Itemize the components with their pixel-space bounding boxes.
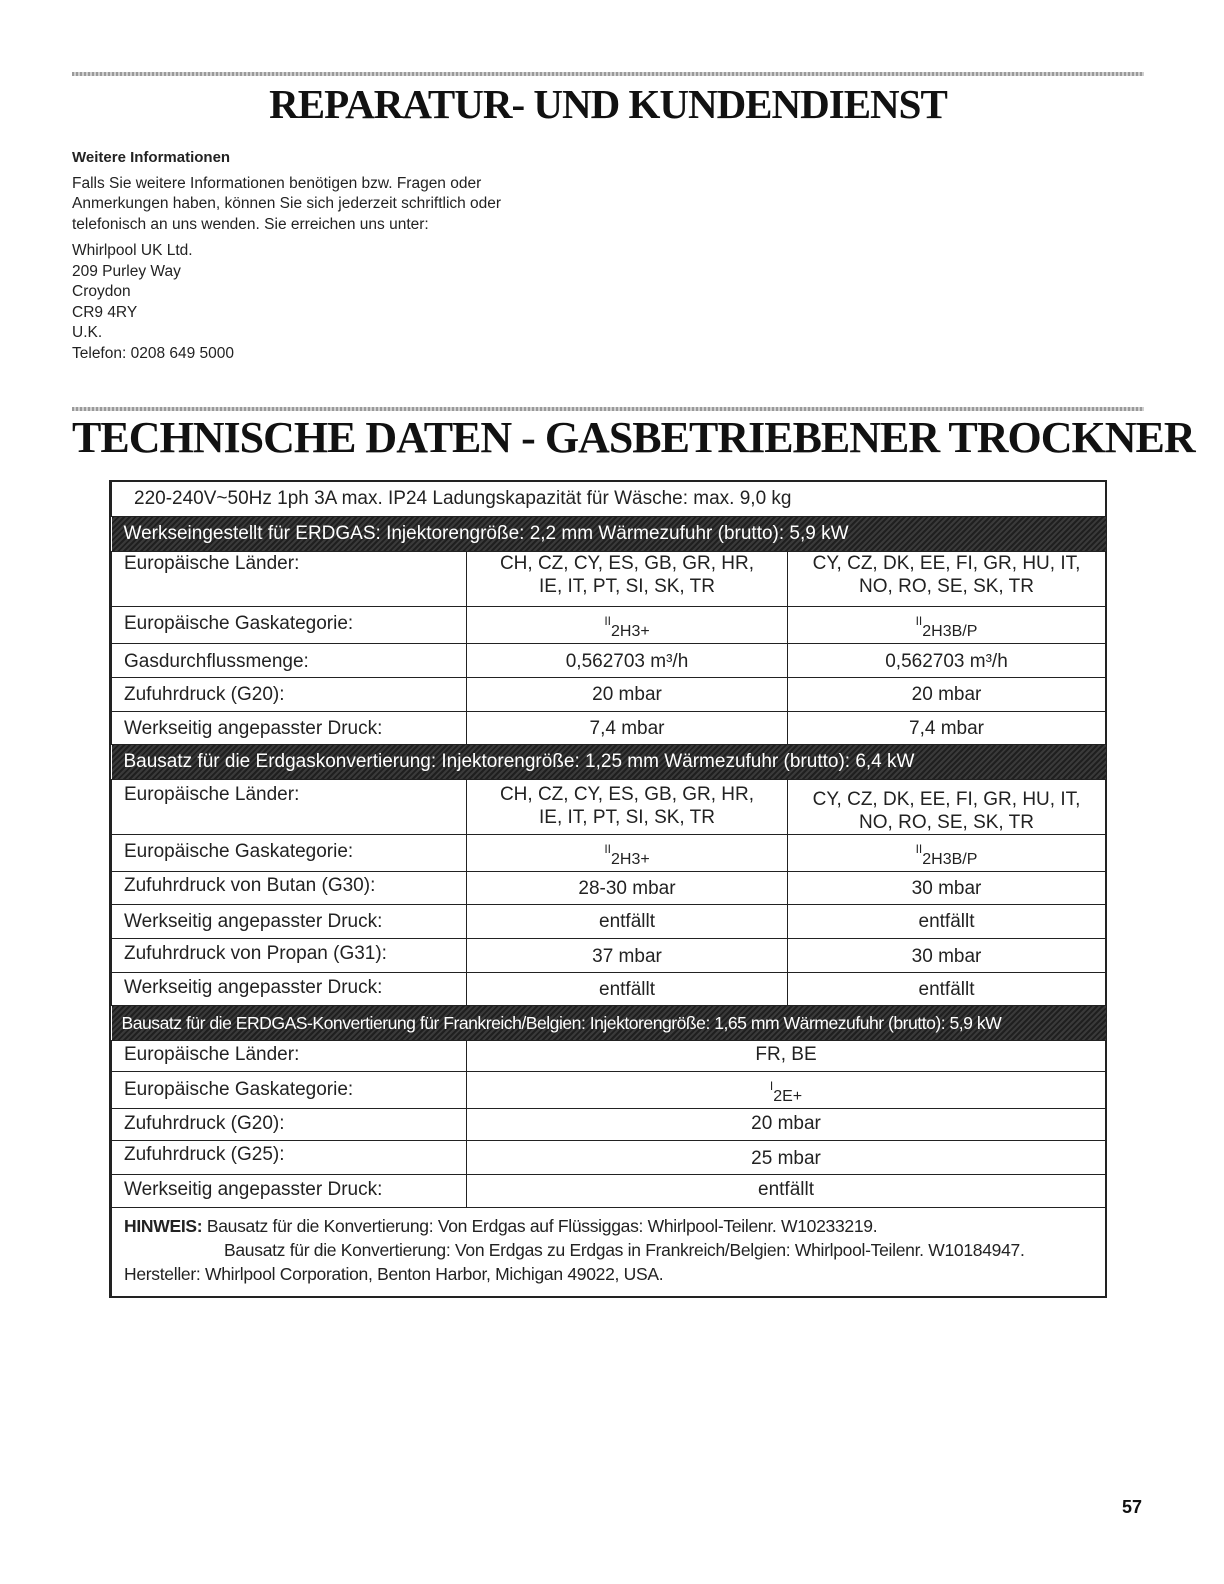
row-label: Werkseitig angepasster Druck:: [112, 904, 467, 938]
note-label: HINWEIS:: [124, 1215, 203, 1236]
propane-b: 30 mbar: [788, 938, 1106, 972]
note-block: [112, 1207, 1106, 1296]
row-label: Werkseitig angepasster Druck:: [112, 711, 467, 744]
row-label: Zufuhrdruck (G20):: [112, 677, 467, 711]
countries-b: CY, CZ, DK, EE, FI, GR, HU, IT, NO, RO, SE, SK, TR: [788, 779, 1106, 834]
section-title-specs: TECHNISCHE DATEN - GASBETRIEBENER TROCKNER: [72, 413, 1195, 462]
band-conversion-kit: Bausatz für die Erdgaskonvertierung: Injektorengröße: 1,25 mm Wärmezufuhr (brutto): 6,4 kW: [112, 744, 1106, 779]
gas-category-fr-be: $^I_{2E+}$: [467, 1071, 1106, 1108]
adjusted2-b: entfällt: [788, 972, 1106, 1005]
row-label: Werkseitig angepasster Druck:: [112, 1174, 467, 1207]
g25-fr-be: 25 mbar: [467, 1140, 1106, 1174]
row-label: Gasdurchflussmenge:: [112, 643, 467, 677]
g20-fr-be: 20 mbar: [467, 1108, 1106, 1140]
address-line: U.K.: [72, 324, 103, 341]
row-label: Europäische Länder:: [112, 779, 467, 834]
flow-b: 0,562703 m³/h: [788, 643, 1106, 677]
address: [72, 241, 632, 364]
row-label: Zufuhrdruck von Propan (G31):: [112, 938, 467, 972]
manufacturer-line: Hersteller: Whirlpool Corporation, Benton Harbor, Michigan 49022, USA.: [124, 1263, 664, 1284]
gas-category-b: $^{II}_{2H3B/P}$: [788, 834, 1106, 871]
countries-a: CH, CZ, CY, ES, GB, GR, HR, IE, IT, PT, SI, SK, TR: [467, 551, 788, 606]
info-paragraph: [72, 174, 632, 236]
pressure-b: 20 mbar: [788, 677, 1106, 711]
electrical-spec: 220-240V~50Hz 1ph 3A max. IP24 Ladungskapazität für Wäsche: max. 9,0 kg: [112, 482, 1106, 516]
gas-category-a: $^{II}_{2H3+}$: [467, 606, 788, 643]
adjusted-b: 7,4 mbar: [788, 711, 1106, 744]
info-line: Falls Sie weitere Informationen benötigen bzw. Fragen oder: [72, 174, 482, 192]
gas-category-b: $^{II}_{2H3B/P}$: [788, 606, 1106, 643]
note-line: HINWEIS: Bausatz für die Konvertierung: Von Erdgas auf Flüssiggas: Whirlpool-Teilenr. W10233219.: [124, 1215, 878, 1236]
address-line: 209 Purley Way: [72, 262, 181, 280]
pressure-a: 20 mbar: [467, 677, 788, 711]
row-label: Zufuhrdruck von Butan (G30):: [112, 871, 467, 904]
info-line: Anmerkungen haben, können Sie sich jederzeit schriftlich oder: [72, 195, 502, 212]
phone-line: Telefon: 0208 649 5000: [72, 344, 235, 362]
spec-table: [109, 480, 1107, 1298]
band-france-belgium: Bausatz für die ERDGAS-Konvertierung für Frankreich/Belgien: Injektorengröße: 1,65 mm Wärmezufuhr (brutto): 5,9 kW: [112, 1005, 1106, 1040]
adjusted-a: 7,4 mbar: [467, 711, 788, 744]
adjusted1-b: entfällt: [788, 904, 1106, 938]
propane-a: 37 mbar: [467, 938, 788, 972]
countries-a: CH, CZ, CY, ES, GB, GR, HR, IE, IT, PT, SI, SK, TR: [467, 779, 788, 834]
row-label: Europäische Länder:: [112, 1040, 467, 1071]
middle-rule: [72, 407, 1144, 411]
countries-fr-be: FR, BE: [467, 1040, 1106, 1071]
row-label: Zufuhrdruck (G20):: [112, 1108, 467, 1140]
row-label: Werkseitig angepasster Druck:: [112, 972, 467, 1005]
row-label: Europäische Gaskategorie:: [112, 1071, 467, 1108]
info-block: [72, 148, 632, 364]
note-line: Bausatz für die Konvertierung: Von Erdgas zu Erdgas in Frankreich/Belgien: Whirlpool-Teilenr. W10184947.: [224, 1239, 1025, 1260]
row-label: Zufuhrdruck (G25):: [112, 1140, 467, 1174]
row-label: Europäische Gaskategorie:: [112, 606, 467, 643]
page-number: 57: [1121, 1497, 1142, 1517]
address-line: Croydon: [72, 283, 131, 300]
section-title-service: REPARATUR- UND KUNDENDIENST: [269, 81, 947, 127]
info-line: telefonisch an uns wenden. Sie erreichen uns unter:: [72, 215, 429, 233]
band-natural-gas: Werkseingestellt für ERDGAS: Injektorengröße: 2,2 mm Wärmezufuhr (brutto): 5,9 kW: [112, 516, 1106, 551]
flow-a: 0,562703 m³/h: [467, 643, 788, 677]
address-line: CR9 4RY: [72, 303, 138, 321]
info-heading: Weitere Informationen: [72, 149, 231, 166]
row-label: Europäische Gaskategorie:: [112, 834, 467, 871]
adjusted2-a: entfällt: [467, 972, 788, 1005]
butane-a: 28-30 mbar: [467, 871, 788, 904]
address-line: Whirlpool UK Ltd.: [72, 242, 193, 259]
row-label: Europäische Länder:: [112, 551, 467, 606]
top-rule: [72, 72, 1144, 76]
countries-b: CY, CZ, DK, EE, FI, GR, HU, IT, NO, RO, SE, SK, TR: [788, 551, 1106, 606]
gas-category-a: $^{II}_{2H3+}$: [467, 834, 788, 871]
adjusted1-a: entfällt: [467, 904, 788, 938]
butane-b: 30 mbar: [788, 871, 1106, 904]
adjusted-fr-be: entfällt: [467, 1174, 1106, 1207]
